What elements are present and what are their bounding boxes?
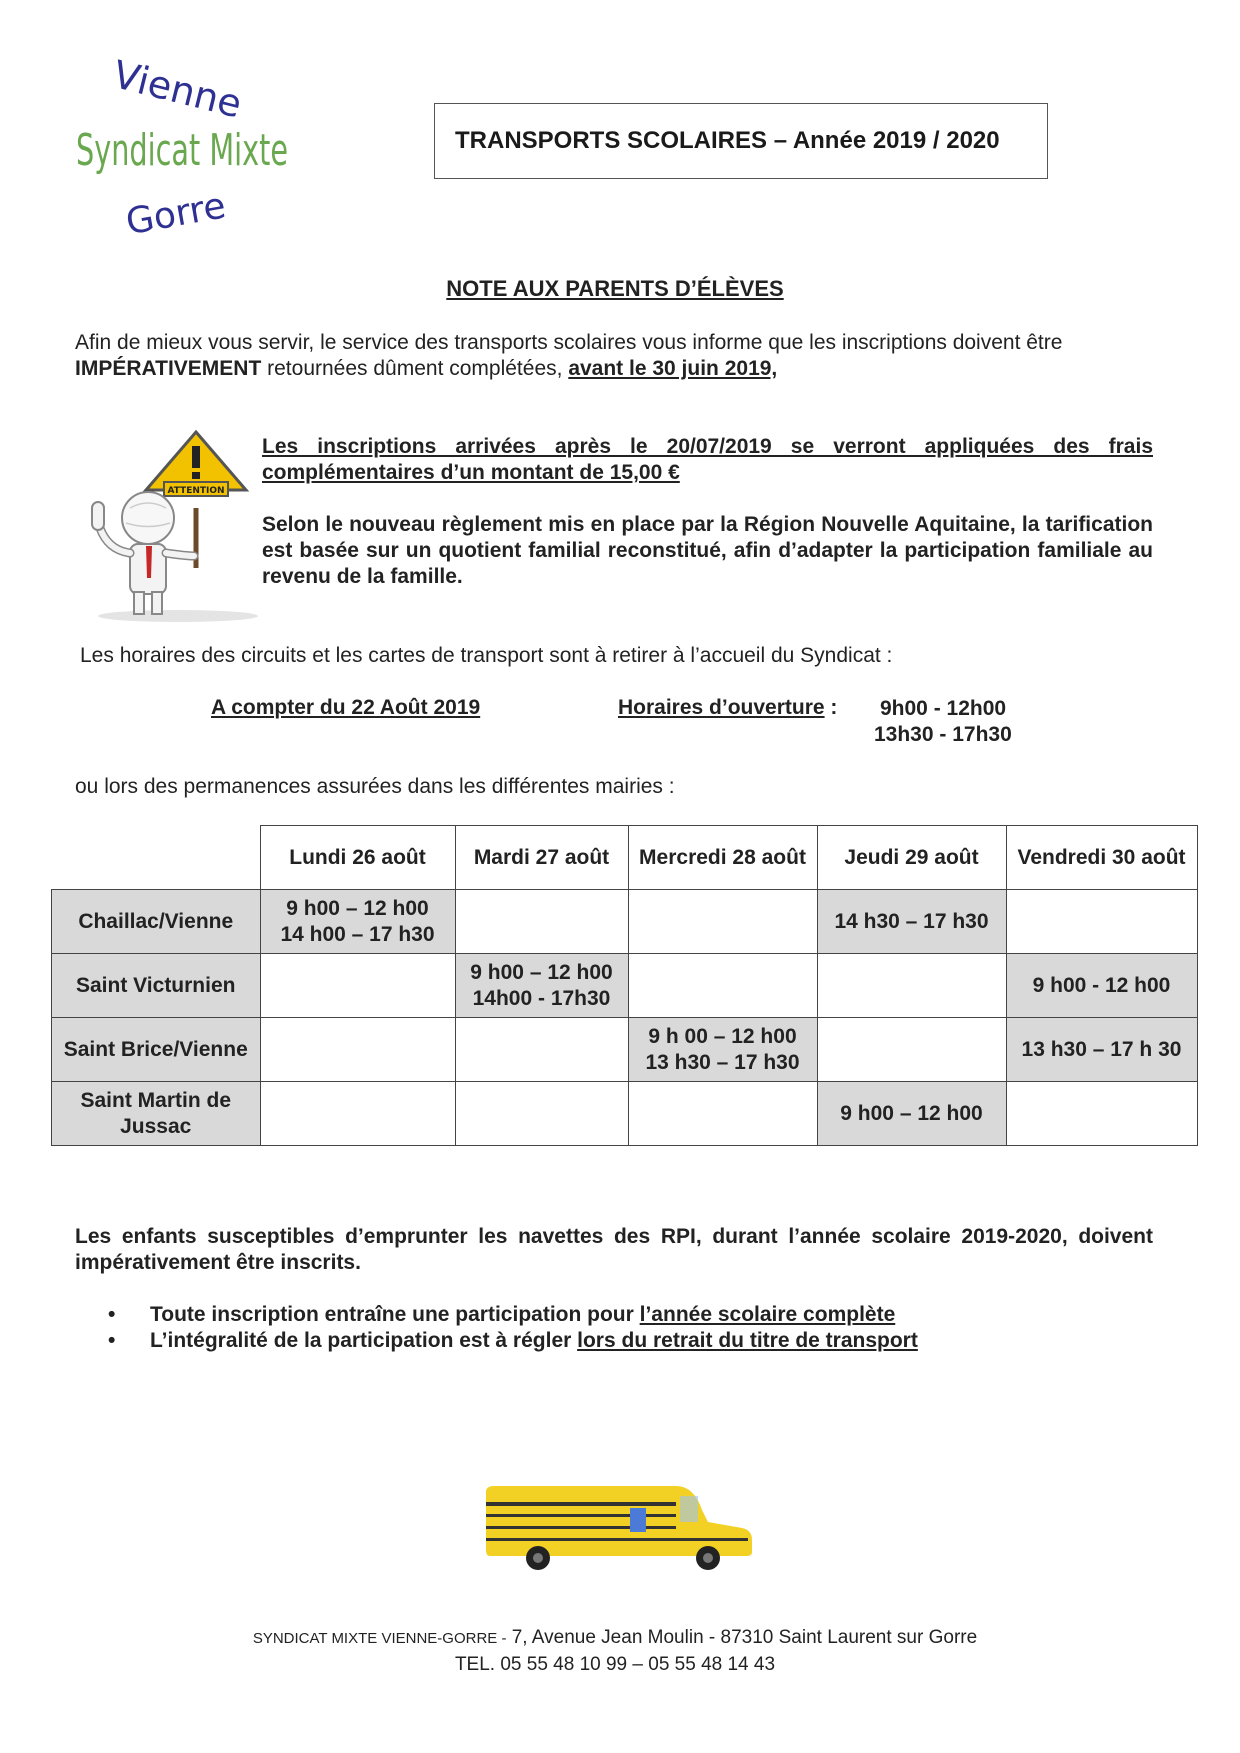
day-header: Lundi 26 août — [260, 826, 455, 890]
intro-deadline: avant le 30 juin 2019, — [568, 357, 778, 380]
day-header: Jeudi 29 août — [817, 826, 1006, 890]
table-corner — [52, 826, 261, 890]
schedule-cell — [1006, 954, 1197, 1018]
table-header-row — [52, 826, 1198, 890]
schedule-cell — [628, 1018, 817, 1082]
intro-text-2: retournées dûment complétées, — [261, 357, 569, 380]
pickup-date: A compter du 22 Août 2019 — [211, 696, 481, 719]
schedule-cell — [817, 1018, 1006, 1082]
time-slot: 13 h30 – 17 h 30 — [1021, 1037, 1182, 1061]
schedule-cell — [455, 954, 628, 1018]
note-title: NOTE AUX PARENTS D’ÉLÈVES — [446, 276, 784, 301]
schedule-cell — [455, 890, 628, 954]
attention-illustration — [78, 428, 268, 628]
intro-text-1: Afin de mieux vous servir, le service des transports scolaires vous informe que les inscriptions doivent être — [75, 331, 1063, 354]
time-slot: 9 h00 - 12 h00 — [1032, 973, 1171, 997]
footer-phone: TEL. 05 55 48 10 99 – 05 55 48 14 43 — [454, 1654, 776, 1675]
table-row — [52, 1082, 1198, 1146]
time-slot: 13 h30 – 17 h30 — [645, 1050, 800, 1074]
opening-hours-colon: : — [824, 696, 838, 719]
place-cell: Saint Martin de Jussac — [52, 1082, 261, 1146]
school-bus-image — [480, 1482, 760, 1574]
footer-org: SYNDICAT MIXTE VIENNE-GORRE - — [252, 1630, 507, 1647]
table-row — [52, 954, 1198, 1018]
time-slot: 9 h00 – 12 h00 — [840, 1101, 983, 1125]
opening-hours-afternoon: 13h30 - 17h30 — [874, 723, 1012, 746]
rpi-bullet-list — [108, 1302, 918, 1354]
place-cell: Saint Brice/Vienne — [52, 1018, 261, 1082]
schedule-cell — [628, 890, 817, 954]
schedule-cell — [817, 954, 1006, 1018]
permanences-table — [51, 825, 1198, 1146]
time-slot: 9 h00 – 12 h00 — [286, 896, 429, 920]
logo-syndicat-mixte: Syndicat Mixte — [76, 125, 288, 176]
schedule-cell — [455, 1082, 628, 1146]
footer — [0, 1625, 1230, 1678]
time-slot: 9 h 00 – 12 h00 — [648, 1024, 797, 1048]
footer-address: 7, Avenue Jean Moulin - 87310 Saint Laurent sur Gorre — [506, 1627, 978, 1648]
bullet-text: L’intégralité de la participation est à régler — [150, 1329, 578, 1352]
rpi-paragraph: Les enfants susceptibles d’emprunter les navettes des RPI, durant l’année scolaire 2019-2020, doivent impérativement être inscrits. — [75, 1225, 1153, 1274]
schedule-cell — [260, 890, 455, 954]
time-slot: 14h00 - 17h30 — [472, 986, 611, 1010]
schedule-cell — [1006, 1082, 1197, 1146]
day-header: Mardi 27 août — [455, 826, 628, 890]
intro-emphasis: IMPÉRATIVEMENT — [75, 357, 262, 380]
logo — [70, 52, 310, 245]
logo-gorre: Gorre — [122, 185, 229, 244]
time-slot: 14 h00 – 17 h30 — [280, 922, 435, 946]
schedule-cell — [260, 1018, 455, 1082]
footer-address-line — [0, 1625, 1230, 1652]
late-fee-warning: Les inscriptions arrivées après le 20/07/2019 se verront appliquées des frais complémentaires d’un montant de 15,00 € — [262, 435, 1153, 484]
opening-hours-title: Horaires d’ouverture — [618, 696, 825, 719]
schedule-cell — [628, 1082, 817, 1146]
schedule-cell — [628, 954, 817, 1018]
opening-hours-morning: 9h00 - 12h00 — [880, 697, 1007, 720]
bullet-underlined: l’année scolaire complète — [639, 1303, 896, 1326]
schedule-cell — [260, 1082, 455, 1146]
bullet-text: Toute inscription entraîne une participation pour — [150, 1303, 640, 1326]
day-header: Mercredi 28 août — [628, 826, 817, 890]
attention-sign-label: ATTENTION — [167, 486, 225, 496]
schedule-cell — [455, 1018, 628, 1082]
table-row — [52, 1018, 1198, 1082]
document-title: TRANSPORTS SCOLAIRES – Année 2019 / 2020 — [434, 103, 1048, 179]
bullet-dot: • — [108, 1329, 116, 1352]
time-slot: 9 h00 – 12 h00 — [470, 960, 613, 984]
day-header: Vendredi 30 août — [1006, 826, 1197, 890]
bullet-underlined: lors du retrait du titre de transport — [577, 1329, 918, 1352]
schedule-cell — [817, 1082, 1006, 1146]
list-item — [108, 1302, 918, 1328]
place-cell: Saint Victurnien — [52, 954, 261, 1018]
place-cell: Chaillac/Vienne — [52, 890, 261, 954]
schedule-cell — [817, 890, 1006, 954]
schedule-cell — [1006, 1018, 1197, 1082]
tarification-notice: Selon le nouveau règlement mis en place par la Région Nouvelle Aquitaine, la tarification est basée sur un quotient familial reconstitué, afin d’adapter la participation familiale au revenu de la famille. — [262, 513, 1153, 588]
intro-paragraph — [75, 330, 1153, 382]
list-item — [108, 1328, 918, 1354]
opening-hours-label — [618, 696, 837, 720]
mairies-intro: ou lors des permanences assurées dans les différentes mairies : — [75, 775, 675, 798]
pickup-info: Les horaires des circuits et les cartes de transport sont à retirer à l’accueil du Syndicat : — [80, 644, 893, 667]
schedule-cell — [1006, 890, 1197, 954]
logo-vienne: Vienne — [108, 52, 247, 127]
time-slot: 14 h30 – 17 h30 — [834, 909, 989, 933]
bullet-dot: • — [108, 1303, 116, 1326]
table-row — [52, 890, 1198, 954]
schedule-cell — [260, 954, 455, 1018]
opening-hours — [874, 696, 1012, 748]
